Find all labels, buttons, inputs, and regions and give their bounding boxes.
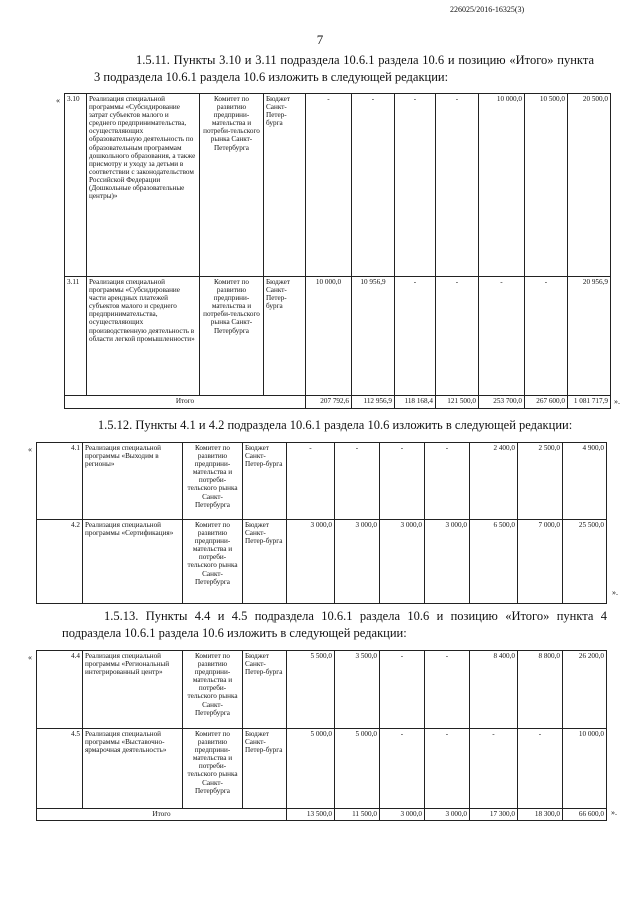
section1-open-quote: « <box>56 96 60 105</box>
value-2: 10 956,9 <box>352 277 395 396</box>
total-value-1: 13 500,0 <box>287 809 335 821</box>
section2-heading: 1.5.12. Пункты 4.1 и 4.2 подраздела 10.6.1 раздела 10.6 изложить в следующей редакции: <box>97 418 573 432</box>
funding-source: Бюджет Санкт-Петер-бурга <box>243 651 287 729</box>
row-number: 4.5 <box>37 729 83 809</box>
table-row <box>65 277 611 396</box>
value-2: 3 000,0 <box>335 520 380 604</box>
value-total: 25 500,0 <box>563 520 607 604</box>
value-6: 10 500,0 <box>525 94 568 277</box>
total-value-3: 3 000,0 <box>380 809 425 821</box>
total-value-grand: 1 081 717,9 <box>568 396 611 409</box>
value-2: - <box>335 443 380 520</box>
value-5: 8 400,0 <box>470 651 518 729</box>
value-1: - <box>306 94 352 277</box>
total-value-5: 253 700,0 <box>479 396 525 409</box>
row-number: 4.2 <box>37 520 83 604</box>
value-5: - <box>479 277 525 396</box>
agency: Комитет по развитию предприни-мательства и потреби-тельского рынка Санкт-Петербурга <box>183 520 243 604</box>
section3-table <box>36 650 607 821</box>
section2-table <box>36 442 607 604</box>
section1-table <box>64 93 611 409</box>
total-value-4: 121 500,0 <box>436 396 479 409</box>
value-5: 6 500,0 <box>470 520 518 604</box>
value-3: - <box>395 277 436 396</box>
program-name: Реализация специальной программы «Субсидирование части арендных платежей субъектов малого и среднего предпринимательства, осуществляющих производственную деятельность в области легкой промышленности» <box>87 277 200 396</box>
section2-close-mark: ». <box>612 588 618 597</box>
value-6: - <box>525 277 568 396</box>
table-row <box>37 651 607 729</box>
value-3: - <box>380 443 425 520</box>
value-6: - <box>518 729 563 809</box>
total-value-3: 118 168,4 <box>395 396 436 409</box>
value-3: - <box>395 94 436 277</box>
total-value-4: 3 000,0 <box>425 809 470 821</box>
funding-source: Бюджет Санкт-Петер-бурга <box>264 277 306 396</box>
value-2: 3 500,0 <box>335 651 380 729</box>
total-value-6: 267 600,0 <box>525 396 568 409</box>
section3-open-quote: « <box>28 653 32 662</box>
value-1: 10 000,0 <box>306 277 352 396</box>
funding-source: Бюджет Санкт-Петер-бурга <box>243 443 287 520</box>
agency: Комитет по развитию предприни-мательства и потреби-тельского рынка Санкт-Петербурга <box>183 729 243 809</box>
row-number: 4.1 <box>37 443 83 520</box>
table-row <box>37 520 607 604</box>
value-4: - <box>425 443 470 520</box>
value-2: 5 000,0 <box>335 729 380 809</box>
total-row <box>37 809 607 821</box>
value-1: - <box>287 443 335 520</box>
agency: Комитет по развитию предприни-мательства и потреби-тельского рынка Санкт-Петербурга <box>183 651 243 729</box>
value-6: 8 800,0 <box>518 651 563 729</box>
program-name: Реализация специальной программы «Региональный интегрированный центр» <box>83 651 183 729</box>
value-3: - <box>380 729 425 809</box>
page-number: 7 <box>316 32 324 47</box>
total-label: Итого <box>65 396 306 409</box>
value-2: - <box>352 94 395 277</box>
value-3: - <box>380 651 425 729</box>
value-total: 20 956,9 <box>568 277 611 396</box>
total-value-grand: 66 600,0 <box>563 809 607 821</box>
program-name: Реализация специальной программы «Выходим в регионы» <box>83 443 183 520</box>
program-name: Реализация специальной программы «Субсидирование затрат субъектов малого и среднего предпринимательства, осуществляющих образовательную деятельность по образовательным программам дошкольного образования, а также присмотру и уходу за детьми в соответствии с законодательством Российской Федерации (Дошкольные образовательные центры)» <box>87 94 200 277</box>
value-total: 26 200,0 <box>563 651 607 729</box>
value-6: 2 500,0 <box>518 443 563 520</box>
table-row <box>65 94 611 277</box>
value-4: - <box>425 729 470 809</box>
value-4: - <box>436 277 479 396</box>
document-number: 226025/2016-16325(3) <box>450 5 525 14</box>
total-value-6: 18 300,0 <box>518 809 563 821</box>
table-row <box>37 729 607 809</box>
program-name: Реализация специальной программы «Выставочно-ярмарочная деятельность» <box>83 729 183 809</box>
agency: Комитет по развитию предприни-мательства и потреби-тельского рынка Санкт-Петербурга <box>200 277 264 396</box>
agency: Комитет по развитию предприни-мательства и потреби-тельского рынка Санкт-Петербурга <box>200 94 264 277</box>
value-3: 3 000,0 <box>380 520 425 604</box>
total-value-1: 207 792,6 <box>306 396 352 409</box>
agency: Комитет по развитию предприни-мательства и потреби-тельского рынка Санкт-Петербурга <box>183 443 243 520</box>
total-value-2: 112 956,9 <box>352 396 395 409</box>
value-4: - <box>425 651 470 729</box>
row-number: 3.11 <box>65 277 87 396</box>
value-5: 10 000,0 <box>479 94 525 277</box>
value-6: 7 000,0 <box>518 520 563 604</box>
funding-source: Бюджет Санкт-Петер-бурга <box>243 520 287 604</box>
row-number: 4.4 <box>37 651 83 729</box>
section1-close-mark: ». <box>614 397 620 406</box>
value-4: 3 000,0 <box>425 520 470 604</box>
value-1: 5 000,0 <box>287 729 335 809</box>
funding-source: Бюджет Санкт-Петер-бурга <box>264 94 306 277</box>
section3-close-mark: ». <box>611 808 617 817</box>
row-number: 3.10 <box>65 94 87 277</box>
total-row <box>65 396 611 409</box>
total-label: Итого <box>37 809 287 821</box>
program-name: Реализация специальной программы «Сертификация» <box>83 520 183 604</box>
funding-source: Бюджет Санкт-Петер-бурга <box>243 729 287 809</box>
total-value-2: 11 500,0 <box>335 809 380 821</box>
section1-heading: 1.5.11. Пункты 3.10 и 3.11 подраздела 10.6.1 раздела 10.6 и позицию «Итого» пункта 3 подраздела 10.6.1 раздела 10.6 изложить в следующей редакции: <box>94 53 594 84</box>
value-5: 2 400,0 <box>470 443 518 520</box>
value-total: 4 900,0 <box>563 443 607 520</box>
value-total: 20 500,0 <box>568 94 611 277</box>
value-1: 5 500,0 <box>287 651 335 729</box>
table-row <box>37 443 607 520</box>
section2-open-quote: « <box>28 445 32 454</box>
value-4: - <box>436 94 479 277</box>
value-5: - <box>470 729 518 809</box>
value-1: 3 000,0 <box>287 520 335 604</box>
section3-heading: 1.5.13. Пункты 4.4 и 4.5 подраздела 10.6.1 раздела 10.6 и позицию «Итого» пункта 4 подраздела 10.6.1 раздела 10.6 изложить в следующей редакции: <box>62 609 607 640</box>
value-total: 10 000,0 <box>563 729 607 809</box>
total-value-5: 17 300,0 <box>470 809 518 821</box>
